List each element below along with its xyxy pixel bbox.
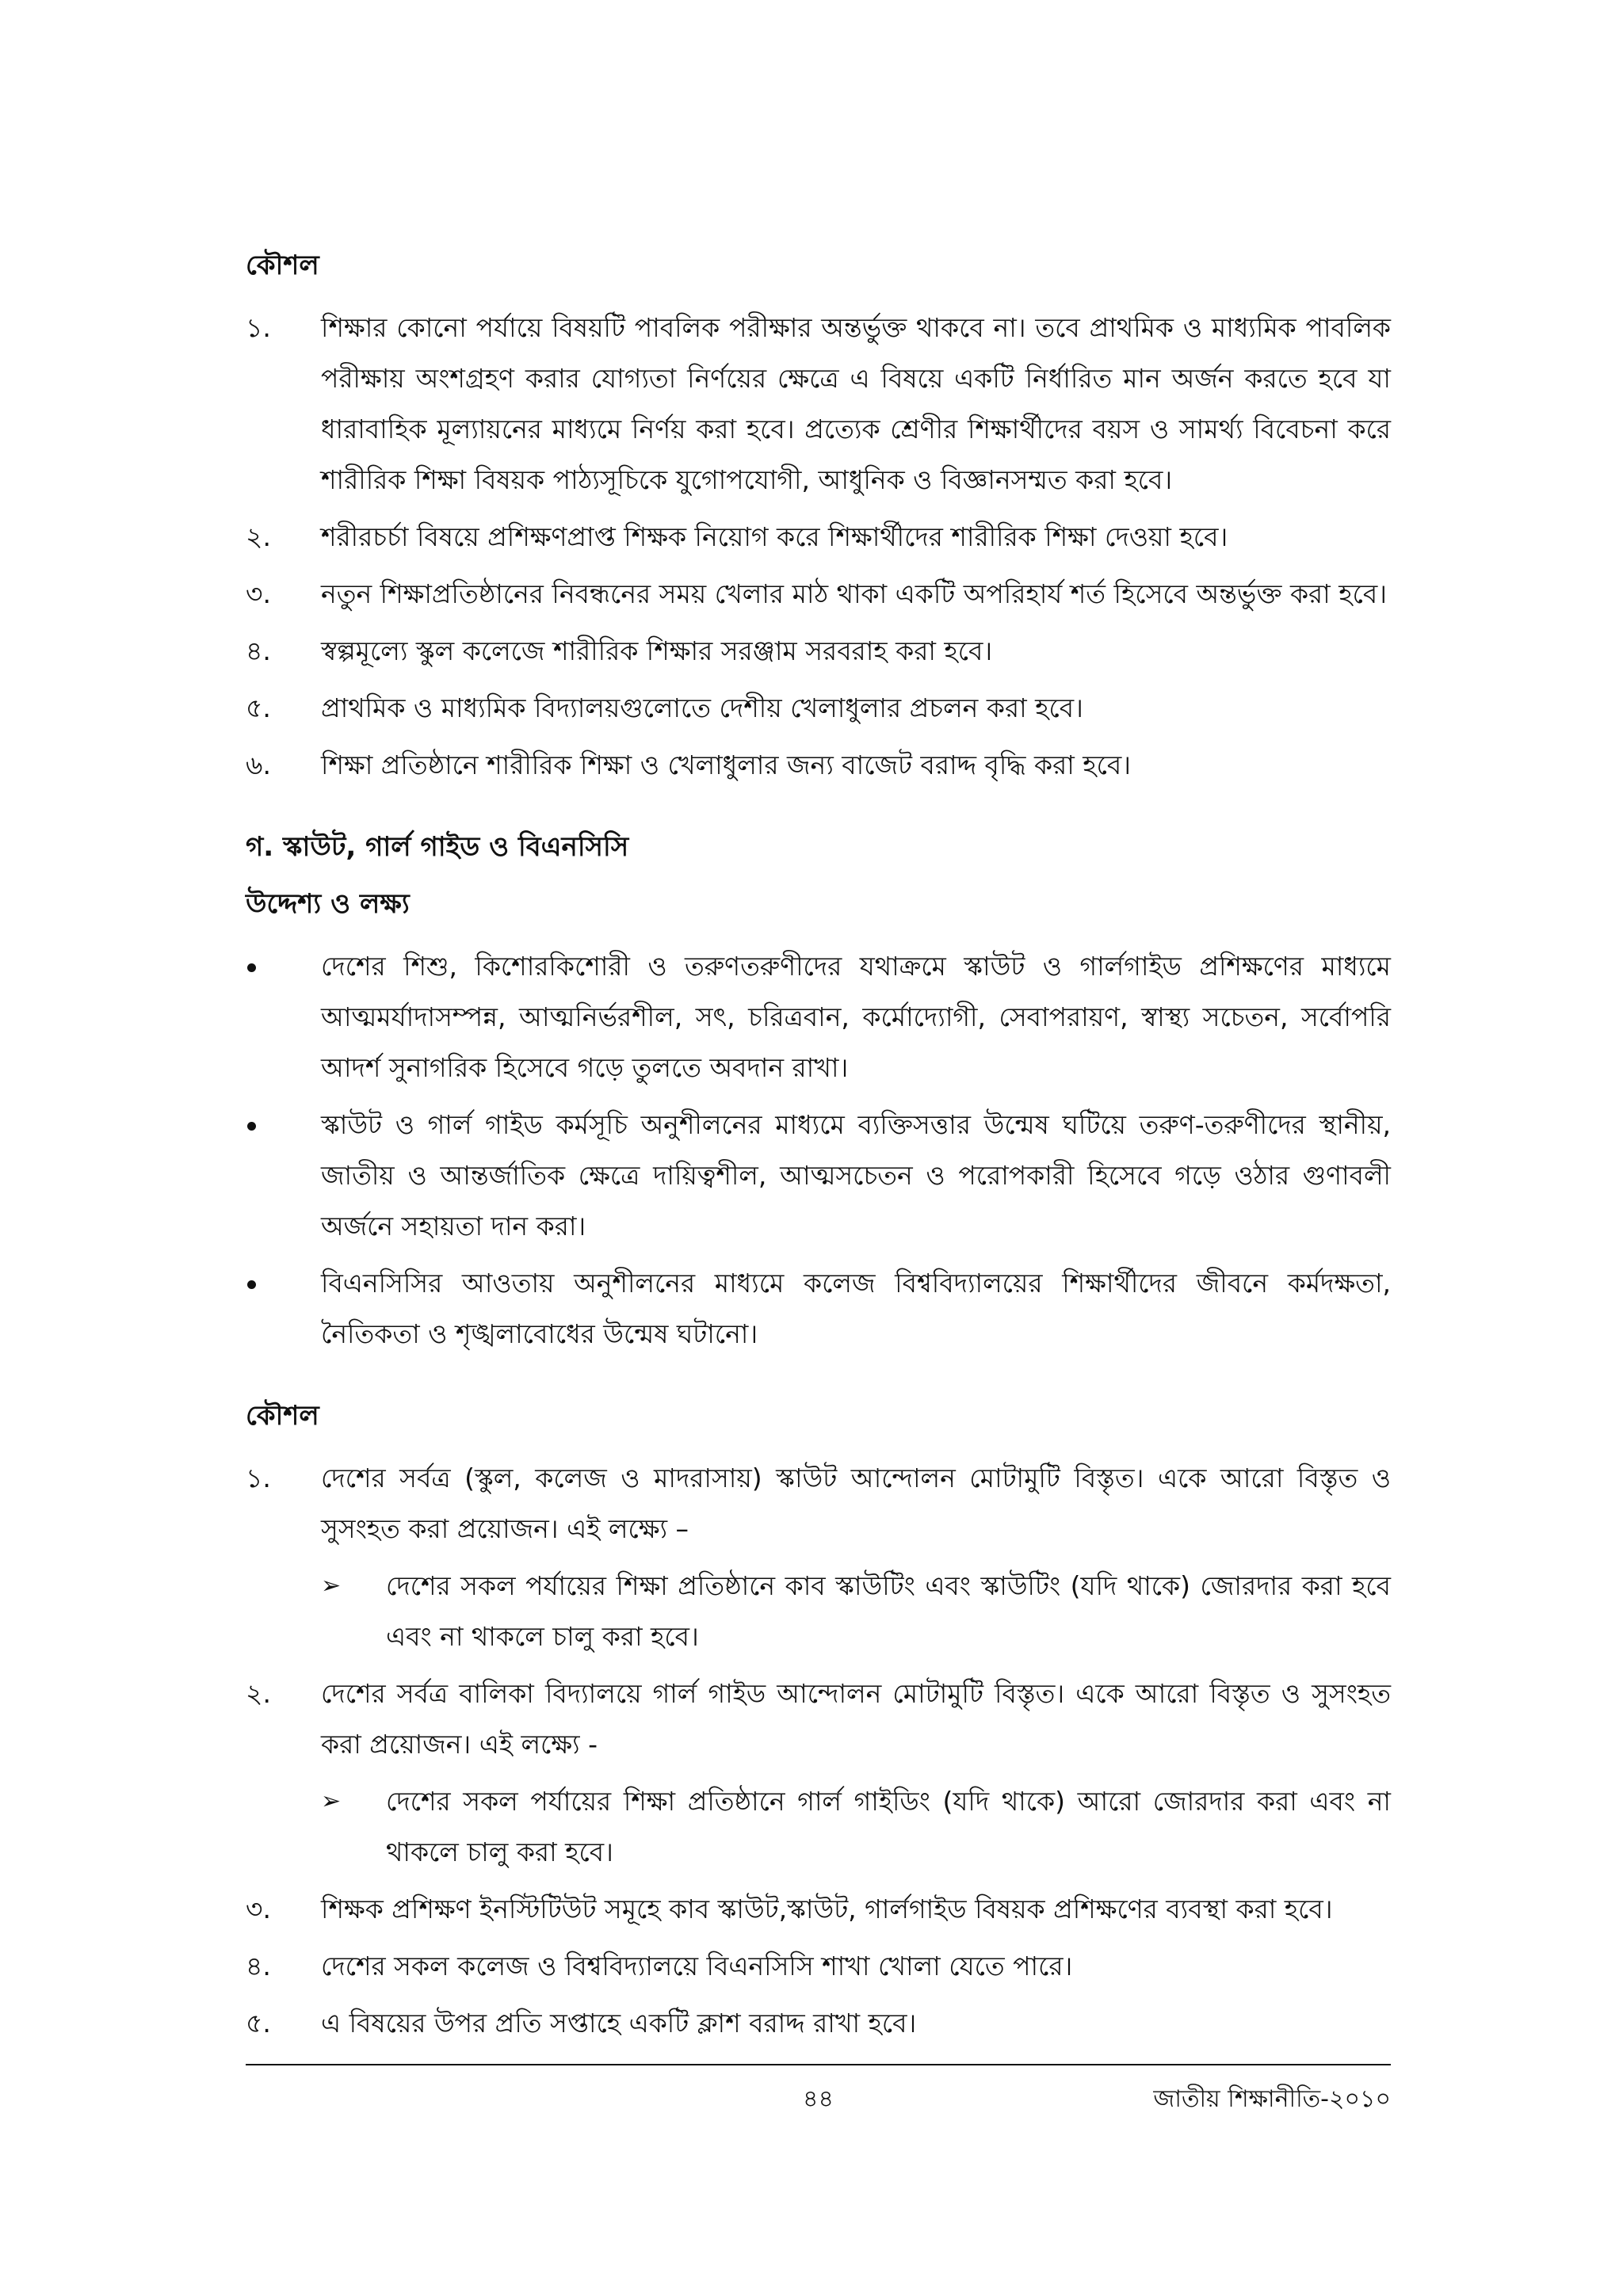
sub-item-text: দেশের সকল পর্যায়ের শিক্ষা প্রতিষ্ঠানে গার্ল গাইডিং (যদি থাকে) আরো জোরদার করা এবং না থাকলে চালু করা হবে। [386,1786,1391,1867]
list-item [246,683,1391,734]
section-heading-strategy-2: কৌশল [246,1400,319,1432]
item-number: ৪. [246,1951,271,1981]
item-text: এ বিষয়ের উপর প্রতি সপ্তাহে একটি ক্লাশ বরাদ্দ রাখা হবে। [321,2008,917,2039]
item-number: ৫. [246,692,271,723]
item-number: ১. [246,1463,271,1493]
item-number: ৩. [246,1894,271,1924]
bullet-item [246,941,1391,1093]
bullet-dot-icon [247,1122,256,1131]
arrowhead-icon: ➢ [321,1572,342,1600]
footer-title: জাতীয় শিক্ষানীতি-২০১০ [1153,2085,1391,2113]
list-item [246,303,1391,505]
item-number: ২. [246,1678,271,1709]
item-text: দেশের সর্বত্র (স্কুল, কলেজ ও মাদরাসায়) স্কাউট আন্দোলন মোটামুটি বিস্তৃত। একে আরো বিস্তৃত ও সুসংহত করা প্রয়োজন। এই লক্ষ্যে – [321,1463,1391,1544]
item-text: স্বল্পমূল্যে স্কুল কলেজে শারীরিক শিক্ষার সরঞ্জাম সরবরাহ করা হবে। [321,635,993,666]
list-item [246,1453,1391,1554]
item-text: শিক্ষা প্রতিষ্ঠানে শারীরিক শিক্ষা ও খেলাধুলার জন্য বাজেট বরাদ্দ বৃদ্ধি করা হবে। [321,749,1132,780]
list-item [246,1884,1391,1935]
sub-list-item [321,1561,1391,1662]
list-item [246,1941,1391,1992]
arrowhead-icon: ➢ [321,1787,342,1815]
section-title: গ. স্কাউট, গার্ল গাইড ও বিএনসিসি [246,831,629,863]
item-number: ১. [246,312,271,343]
item-text: শরীরচর্চা বিষয়ে প্রশিক্ষণপ্রাপ্ত শিক্ষক নিয়োগ করে শিক্ষার্থীদের শারীরিক শিক্ষা দেওয়া হবে। [321,521,1228,552]
item-text: দেশের সকল কলেজ ও বিশ্ববিদ্যালয়ে বিএনসিসি শাখা খোলা যেতে পারে। [321,1951,1073,1981]
page-footer [246,2064,1391,2113]
bullet-item [246,1258,1391,1360]
bullet-text: স্কাউট ও গার্ল গাইড কর্মসূচি অনুশীলনের মাধ্যমে ব্যক্তিসত্তার উন্মেষ ঘটিয়ে তরুণ-তরুণীদের স্থানীয়, জাতীয় ও আন্তর্জাতিক ক্ষেত্রে দায়িত্বশীল, আত্মসচেতন ও পরোপকারী হিসেবে গড়ে ওঠার গুণাবলী অর্জনে সহায়তা দান করা। [321,1109,1391,1241]
sub-list-item [321,1776,1391,1878]
item-text: প্রাথমিক ও মাধ্যমিক বিদ্যালয়গুলোতে দেশীয় খেলাধুলার প্রচলন করা হবে। [321,692,1083,723]
item-text: নতুন শিক্ষাপ্রতিষ্ঠানের নিবন্ধনের সময় খেলার মাঠ থাকা একটি অপরিহার্য শর্ত হিসেবে অন্তর্ভুক্ত করা হবে। [321,578,1388,609]
bullet-item [246,1100,1391,1252]
item-number: ৪. [246,635,271,666]
objectives-heading: উদ্দেশ্য ও লক্ষ্য [246,888,410,920]
item-number: ৬. [246,749,271,780]
item-text: শিক্ষক প্রশিক্ষণ ইনস্টিটিউট সমূহে কাব স্কাউট,স্কাউট, গার্লগাইড বিষয়ক প্রশিক্ষণের ব্যবস্থা করা হবে। [321,1894,1333,1924]
list-item [246,569,1391,620]
section-heading-strategy: কৌশল [246,250,319,281]
sub-item-text: দেশের সকল পর্যায়ের শিক্ষা প্রতিষ্ঠানে কাব স্কাউটিং এবং স্কাউটিং (যদি থাকে) জোরদার করা হবে এবং না থাকলে চালু করা হবে। [386,1570,1391,1652]
list-item [246,626,1391,677]
list-item [246,512,1391,563]
page-number: ৪৪ [803,2085,834,2113]
bullet-dot-icon [247,1280,256,1289]
item-number: ৫. [246,2008,271,2039]
list-item [246,740,1391,791]
bullet-text: দেশের শিশু, কিশোরকিশোরী ও তরুণতরুণীদের যথাক্রমে স্কাউট ও গার্লগাইড প্রশিক্ষণের মাধ্যমে আত্মমর্যাদাসম্পন্ন, আত্মনির্ভরশীল, সৎ, চরিত্রবান, কর্মোদ্যোগী, সেবাপরায়ণ, স্বাস্থ্য সচেতন, সর্বোপরি আদর্শ সুনাগরিক হিসেবে গড়ে তুলতে অবদান রাখা। [321,951,1391,1083]
bullet-dot-icon [247,963,256,972]
item-text: দেশের সর্বত্র বালিকা বিদ্যালয়ে গার্ল গাইড আন্দোলন মোটামুটি বিস্তৃত। একে আরো বিস্তৃত ও সুসংহত করা প্রয়োজন। এই লক্ষ্যে - [321,1678,1391,1760]
item-number: ২. [246,521,271,552]
list-item [246,1998,1391,2049]
item-number: ৩. [246,578,271,609]
bullet-text: বিএনসিসির আওতায় অনুশীলনের মাধ্যমে কলেজ বিশ্ববিদ্যালয়ের শিক্ষার্থীদের জীবনে কর্মদক্ষতা, নৈতিকতা ও শৃঙ্খলাবোধের উন্মেষ ঘটানো। [321,1268,1391,1349]
item-text: শিক্ষার কোনো পর্যায়ে বিষয়টি পাবলিক পরীক্ষার অন্তর্ভুক্ত থাকবে না। তবে প্রাথমিক ও মাধ্যমিক পাবলিক পরীক্ষায় অংশগ্রহণ করার যোগ্যতা নির্ণয়ের ক্ষেত্রে এ বিষয়ে একটি নির্ধারিত মান অর্জন করতে হবে যা ধারাবাহিক মূল্যায়নের মাধ্যমে নির্ণয় করা হবে। প্রত্যেক শ্রেণীর শিক্ষার্থীদের বয়স ও সামর্থ্য বিবেচনা করে শারীরিক শিক্ষা বিষয়ক পাঠ্যসূচিকে যুগোপযোগী, আধুনিক ও বিজ্ঞানসম্মত করা হবে। [321,312,1391,495]
list-item [246,1669,1391,1770]
document-page [246,246,1391,2055]
